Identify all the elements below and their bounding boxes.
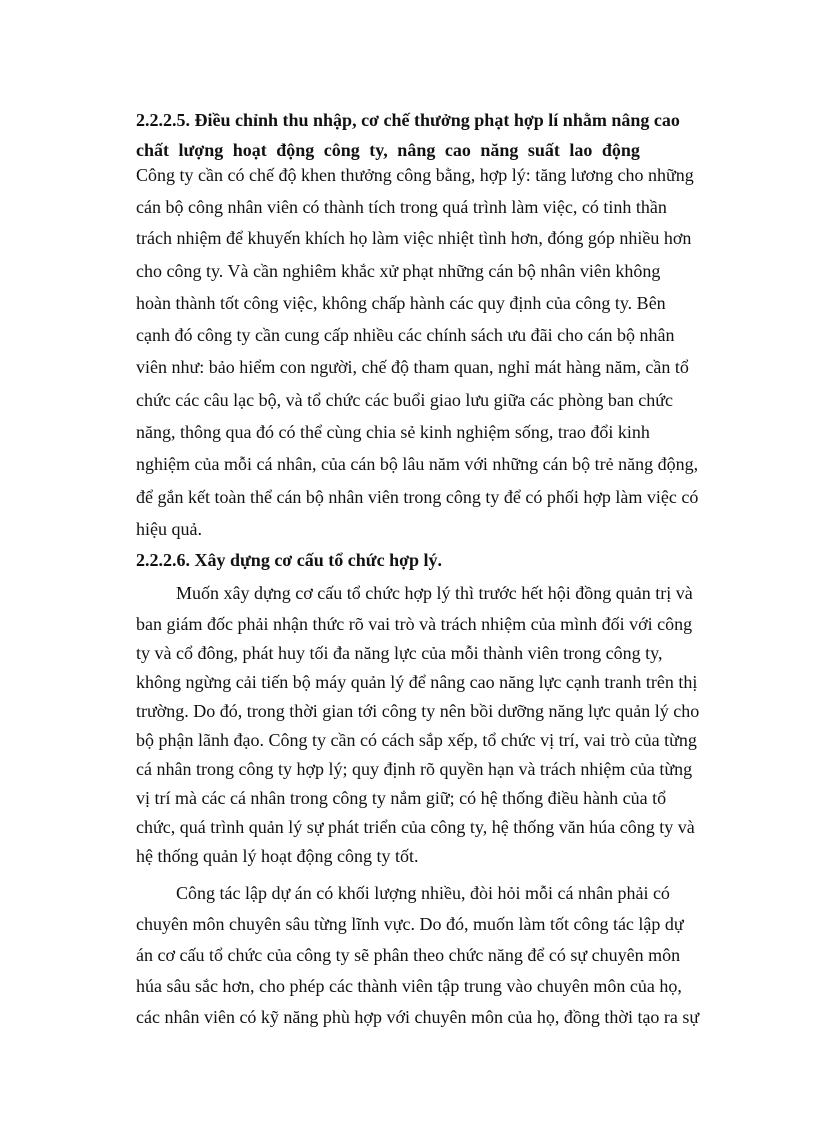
paragraph-line: chức, quá trình quản lý sự phát triển của công ty, hệ thống văn húa công ty và xyxy=(136,817,695,837)
paragraph-line: chuyên môn chuyên sâu từng lĩnh vực. Do đó, muốn làm tốt công tác lập dự xyxy=(136,914,684,934)
paragraph-line: húa sâu sắc hơn, cho phép các thành viên tập trung vào chuyên môn của họ, xyxy=(136,976,682,996)
paragraph-line: để gắn kết toàn thể cán bộ nhân viên trong công ty để có phối hợp làm việc có xyxy=(136,487,699,507)
paragraph-line: án cơ cấu tổ chức của công ty sẽ phân theo chức năng để có sự chuyên môn xyxy=(136,945,681,965)
paragraph-line: hoàn thành tốt công việc, không chấp hành các quy định của công ty. Bên xyxy=(136,293,666,313)
paragraph-line: Muốn xây dựng cơ cấu tổ chức hợp lý thì trước hết hội đồng quản trị và xyxy=(176,583,693,603)
paragraph-line: viên như: bảo hiểm con người, chế độ tham quan, nghỉ mát hàng năm, cần tổ xyxy=(136,357,689,377)
paragraph-line: cạnh đó công ty cần cung cấp nhiều các chính sách ưu đãi cho cán bộ nhân xyxy=(136,325,675,345)
paragraph-line: ty và cổ đông, phát huy tối đa năng lực của mỗi thành viên trong công ty, xyxy=(136,643,663,663)
paragraph-line: chức các câu lạc bộ, và tổ chức các buổi giao lưu giữa các phòng ban chức xyxy=(136,390,674,410)
paragraph-line: hiệu quả. xyxy=(136,519,202,539)
paragraph-line: cán bộ công nhân viên có thành tích trong quá trình làm việc, có tinh thần xyxy=(136,197,667,217)
paragraph-line: nghiệm của mỗi cá nhân, của cán bộ lâu năm với những cán bộ trẻ năng động, xyxy=(136,454,699,474)
section-2226-heading: 2.2.2.6. Xây dựng cơ cấu tổ chức hợp lý. xyxy=(136,550,443,570)
paragraph-line: cá nhân trong công ty hợp lý; quy định rõ quyền hạn và trách nhiệm của từng xyxy=(136,759,693,779)
paragraph-line: ban giám đốc phải nhận thức rõ vai trò và trách nhiệm của mình đối với công xyxy=(136,614,693,634)
paragraph-line: năng, thông qua đó có thể cùng chia sẻ kinh nghiệm sống, trao đổi kinh xyxy=(136,422,650,442)
paragraph-line: hệ thống quản lý hoạt động công ty tốt. xyxy=(136,846,419,866)
section-2225-heading-line1: 2.2.2.5. Điều chỉnh thu nhập, cơ chế thưởng phạt hợp lí nhằm nâng cao xyxy=(136,110,680,130)
paragraph-line: bộ phận lãnh đạo. Công ty cần có cách sắp xếp, tổ chức vị trí, vai trò của từng xyxy=(136,730,697,750)
section-2225-heading-line2: chất lượng hoạt động công ty, nâng cao năng suất lao động xyxy=(136,140,640,160)
paragraph-line: Công ty cần có chế độ khen thưởng công bằng, hợp lý: tăng lương cho những xyxy=(136,165,694,185)
paragraph-line: không ngừng cải tiến bộ máy quản lý để nâng cao năng lực cạnh tranh trên thị xyxy=(136,672,698,692)
paragraph-line: trường. Do đó, trong thời gian tới công ty nên bồi dưỡng năng lực quản lý cho xyxy=(136,701,700,721)
paragraph-line: cho công ty. Và cần nghiêm khắc xử phạt những cán bộ nhân viên không xyxy=(136,261,661,281)
paragraph-line: vị trí mà các cá nhân trong công ty nắm giữ; có hệ thống điều hành của tổ xyxy=(136,788,667,808)
paragraph-line: các nhân viên có kỹ năng phù hợp với chuyên môn của họ, đồng thời tạo ra sự xyxy=(136,1007,700,1027)
paragraph-line: Công tác lập dự án có khối lượng nhiều, đòi hỏi mỗi cá nhân phải có xyxy=(176,883,670,903)
paragraph-line: trách nhiệm để khuyến khích họ làm việc nhiệt tình hơn, đóng góp nhiều hơn xyxy=(136,228,692,248)
